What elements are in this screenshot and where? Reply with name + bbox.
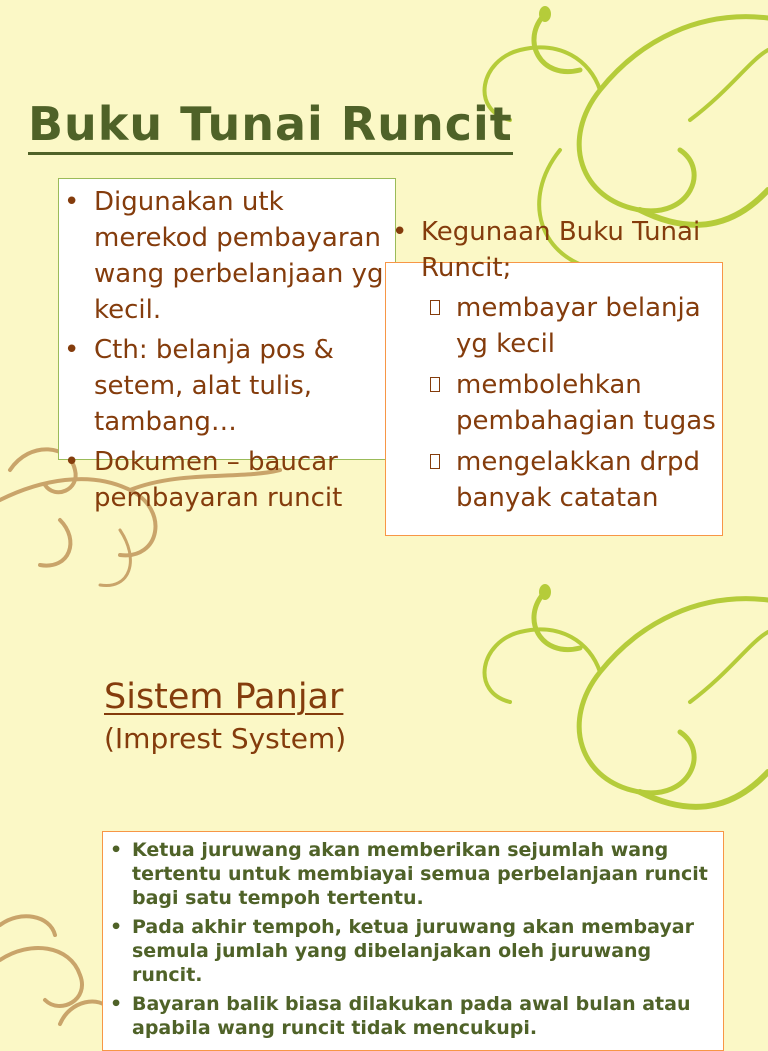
list-item: • Bayaran balik biasa dilakukan pada awal bulan atau apabila wang runcit tidak mencukupi.	[110, 993, 691, 1039]
slide-subtitle: (Imprest System)	[104, 722, 347, 755]
list-item: • Cth: belanja pos & setem, alat tulis, tambang…	[64, 335, 334, 437]
list-item: • Ketua juruwang akan memberikan sejumlah wang tertentu untuk membiayai semua perbelanjaan runcit bagi satu tempoh tertentu.	[110, 839, 708, 909]
square-bullet-icon	[430, 454, 440, 469]
left-bullet-list	[62, 184, 392, 520]
list-item: mengelakkan drpd banyak catatan	[428, 444, 720, 516]
list-item: • Pada akhir tempoh, ketua juruwang akan membayar semula jumlah yang dibelanjakan oleh juruwang runcit.	[110, 916, 694, 986]
page-title: Buku Tunai Runcit	[28, 96, 513, 155]
right-subbullet-list	[428, 290, 720, 576]
slide-title: Sistem Panjar	[104, 677, 344, 717]
square-bullet-icon	[430, 300, 440, 315]
list-item: • Digunakan utk merekod pembayaran wang perbelanjaan yg kecil.	[64, 187, 384, 325]
list-item: membayar belanja yg kecil	[428, 290, 720, 362]
slide-sistem-panjar	[0, 576, 768, 1039]
square-bullet-icon	[430, 377, 440, 392]
right-heading: • Kegunaan Buku Tunai Runcit;	[392, 217, 701, 283]
bottom-bullet-list	[110, 838, 716, 1045]
list-item: membolehkan pembahagian tugas	[428, 367, 720, 439]
list-item: • Dokumen – baucar pembayaran runcit	[64, 447, 343, 513]
